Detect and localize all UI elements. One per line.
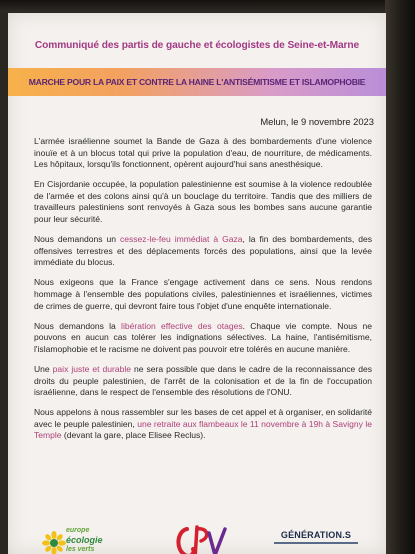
- paragraph-6: [34, 364, 372, 399]
- peace-highlight: paix juste et durable: [52, 364, 132, 374]
- paragraph-5-text-a: Nous demandons la: [34, 320, 122, 331]
- photo-frame-top: [0, 0, 415, 12]
- eelv-line-2: écologie: [66, 535, 103, 545]
- page-title: Communiqué des partis de gauche et écologistes de Seine-et-Marne: [34, 40, 360, 51]
- paragraph-2: En Cisjordanie occupée, la population palestinienne est soumise à la violence redoublée de l'armée et des colons ainsi qu'à un bouclage du territoire. Tandis que des milliers de travailleurs palestiniens sont renvoyés à Gaza sous les bombes sans aucune garantie pour leur sécurité.: [34, 179, 372, 225]
- paragraph-3: [34, 234, 372, 269]
- hostages-highlight: libération effective des otages: [121, 320, 243, 331]
- paragraph-7-text-b: (devant la gare, place Elisee Reclus).: [61, 430, 206, 441]
- paragraph-5: [34, 321, 372, 356]
- flyer-page: [8, 13, 386, 554]
- paragraph-3-text-a: Nous demandons un: [34, 234, 120, 245]
- paragraph-7-text-a: Nous appelons à nous rassembler sur les bases de cet appel et à organiser, en solidarité avec le peuple palestinien,: [34, 407, 372, 429]
- generations-logo: [274, 530, 358, 544]
- paragraph-7: [34, 407, 372, 442]
- march-banner: [8, 68, 386, 96]
- generations-name: GÉNÉRATION.S: [280, 530, 352, 540]
- paragraph-5-text-b: . Chaque vie compte. Nous ne pouvons en aucun cas tolérer les indignations sélectives. La haine, l'antisémitisme, l'islamophobie et le racisme ne doivent pas pouvoir etre tolérés en aucune manière.: [34, 320, 372, 354]
- paragraph-1: L'armée israélienne soumet la Bande de Gaza à des bombardements d'une violence inouïe et à un blocus total qui prive la population d'eau, de nourriture, de médicaments. Les hôpitaux, lorsqu'ils fonctionnent, opèrent aujourd'hui sans anesthésique.: [34, 136, 372, 170]
- paragraph-6-text-b: ne sera possible que dans le cadre de la reconnaissance des droits du peuple palestinien, de l'arrêt de la colonisation et de la fin de l'occupation israélienne, dans le respect de l'ensemble des résolutions de l'ONU.: [34, 364, 372, 398]
- paragraph-6-text-a: Une: [34, 364, 53, 374]
- pcf-logo: [173, 523, 229, 554]
- paragraph-4: Nous exigeons que la France s'engage activement dans ce sens. Nous rendons hommage à l'ensemble des populations civiles, palestiniennes et israéliennes, victimes de crimes de guerre, qui devront faire tous l'objet d'une enquête internationale.: [34, 277, 372, 311]
- torch-march-highlight: une retraite aux flambeaux le 11 novembre à 19h à Savigny le Temple: [34, 418, 372, 441]
- sunflower-icon: [42, 531, 66, 554]
- banner-text: MARCHE POUR LA PAIX ET CONTRE LA HAINE L'ANTISÉMITISME ET ISLAMOPHOBIE: [28, 77, 366, 87]
- communique-body: [34, 136, 372, 451]
- photo-frame-right: [385, 0, 415, 554]
- dateline: Melun, le 9 novembre 2023: [260, 116, 374, 127]
- party-logos: [8, 521, 386, 554]
- ceasefire-highlight: cessez-le-feu immédiat à Gaza: [119, 234, 243, 245]
- paragraph-3-text-b: , la fin des bombardements, des offensives terrestres et des déplacements forcés des populations, ainsi que la levée immédiate du blocus.: [34, 234, 373, 268]
- generations-underline: [274, 542, 358, 544]
- eelv-line-1: europe: [66, 527, 90, 534]
- eelv-line-3: les verts: [66, 546, 95, 553]
- eelv-logo: [42, 525, 138, 554]
